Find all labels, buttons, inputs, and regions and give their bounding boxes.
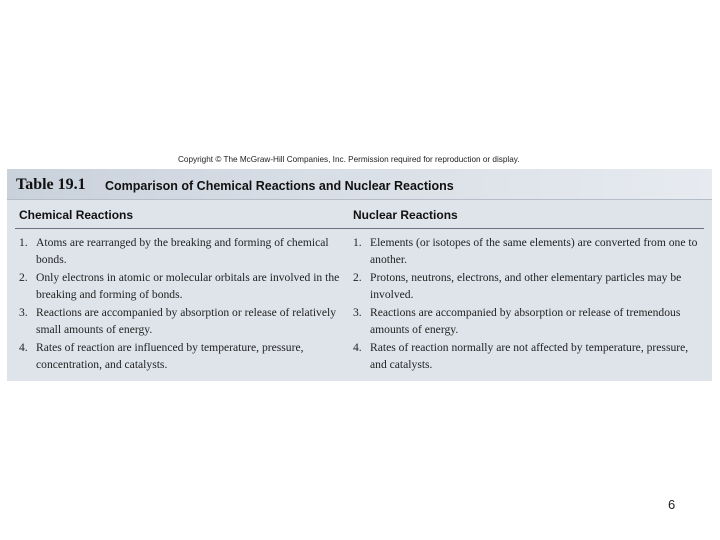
item-text: Rates of reaction are influenced by temperature, pressure, concentration, and catalysts. — [36, 341, 304, 371]
item-text: Atoms are rearranged by the breaking and forming of chemical bonds. — [36, 236, 329, 266]
nuclear-reactions-list — [353, 235, 705, 375]
column-header-nuclear: Nuclear Reactions — [353, 208, 458, 222]
chemical-reactions-list — [19, 235, 344, 375]
item-number: 2. — [19, 271, 28, 284]
item-number: 3. — [353, 306, 362, 319]
item-text: Reactions are accompanied by absorption or release of tremendous amounts of energy. — [370, 306, 681, 336]
table-title-bar — [7, 169, 712, 200]
copyright-notice: Copyright © The McGraw-Hill Companies, Inc. Permission required for reproduction or display. — [178, 155, 520, 164]
list-item — [19, 270, 344, 303]
comparison-table — [7, 169, 712, 381]
item-text: Rates of reaction normally are not affected by temperature, pressure, and catalysts. — [370, 341, 689, 371]
list-item — [19, 340, 344, 373]
item-number: 1. — [353, 236, 362, 249]
list-item — [353, 270, 705, 303]
list-item — [19, 305, 344, 338]
header-divider — [15, 228, 704, 229]
item-number: 1. — [19, 236, 28, 249]
list-item — [353, 235, 705, 268]
item-number: 3. — [19, 306, 28, 319]
list-item — [19, 235, 344, 268]
item-number: 4. — [353, 341, 362, 354]
list-item — [353, 340, 705, 373]
item-number: 4. — [19, 341, 28, 354]
item-text: Only electrons in atomic or molecular orbitals are involved in the breaking and forming of bonds. — [36, 271, 340, 301]
item-text: Elements (or isotopes of the same elements) are converted from one to another. — [370, 236, 698, 266]
column-header-chemical: Chemical Reactions — [19, 208, 134, 222]
table-number: Table 19.1 — [16, 176, 86, 193]
table-title: Comparison of Chemical Reactions and Nuclear Reactions — [105, 179, 454, 193]
list-item — [353, 305, 705, 338]
page-number: 6 — [668, 497, 676, 512]
item-text: Protons, neutrons, electrons, and other elementary particles may be involved. — [370, 271, 682, 301]
item-text: Reactions are accompanied by absorption or release of relatively small amounts of energy. — [36, 306, 337, 336]
item-number: 2. — [353, 271, 362, 284]
